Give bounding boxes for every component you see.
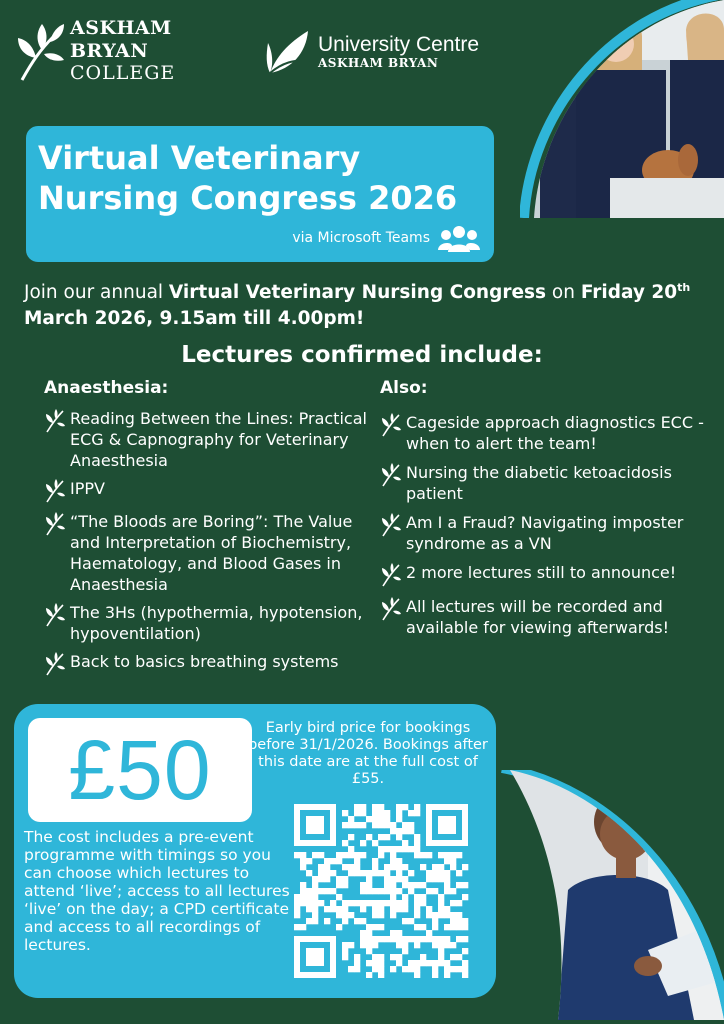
price-amount: £50 bbox=[68, 723, 212, 817]
list-item bbox=[380, 596, 716, 638]
anaesthesia-heading: Anaesthesia: bbox=[44, 378, 169, 398]
plant-bullet-icon bbox=[44, 408, 66, 434]
top-photo-students bbox=[520, 0, 724, 218]
list-item-text: Back to basics breathing systems bbox=[70, 652, 339, 671]
lectures-heading: Lectures confirmed include: bbox=[181, 342, 543, 368]
intro-date-rest: March 2026, 9.15am till 4.00pm! bbox=[24, 308, 365, 329]
plant-bullet-icon bbox=[44, 478, 66, 504]
price-panel bbox=[14, 704, 496, 998]
title-line2: Nursing Congress 2026 bbox=[38, 179, 458, 217]
intro-date-day: Friday 20 bbox=[580, 282, 678, 303]
intro-text-2: on bbox=[546, 282, 581, 303]
intro-paragraph bbox=[24, 280, 714, 332]
list-item bbox=[44, 408, 374, 471]
list-item-text: The 3Hs (hypothermia, hypotension, hypoventilation) bbox=[70, 603, 363, 643]
list-item-text: Nursing the diabetic ketoacidosis patient bbox=[406, 463, 672, 503]
intro-event-name: Virtual Veterinary Nursing Congress bbox=[168, 282, 547, 303]
people-group-icon bbox=[438, 224, 480, 252]
plant-bullet-icon bbox=[380, 462, 402, 488]
early-bird-note: Early bird price for bookings before 31/1/2026. Bookings after this date are at the full cost of £55. bbox=[248, 720, 488, 787]
anaesthesia-list bbox=[44, 408, 374, 677]
list-item bbox=[44, 478, 374, 504]
also-column bbox=[380, 378, 716, 646]
list-item bbox=[380, 562, 716, 588]
college-name-line2: COLLEGE bbox=[70, 62, 176, 85]
anaesthesia-column bbox=[44, 378, 374, 684]
also-heading: Also: bbox=[380, 378, 428, 398]
list-item-text: Am I a Fraud? Navigating imposter syndrome as a VN bbox=[406, 513, 684, 553]
plant-bullet-icon bbox=[44, 602, 66, 628]
list-item bbox=[380, 412, 716, 454]
university-centre-line2: ASKHAM BRYAN bbox=[318, 56, 439, 71]
teams-note bbox=[292, 224, 480, 252]
university-centre-logo bbox=[266, 26, 536, 78]
plant-bullet-icon bbox=[44, 651, 66, 677]
plant-bullet-icon bbox=[44, 511, 66, 537]
list-item bbox=[44, 651, 374, 677]
title-line1: Virtual Veterinary bbox=[38, 139, 361, 177]
page-title bbox=[38, 138, 480, 218]
also-list bbox=[380, 412, 716, 638]
plant-bullet-icon bbox=[380, 412, 402, 438]
list-item-text: “The Bloods are Boring”: The Value and Interpretation of Biochemistry, Haematology, and Blood Gases in Anaesthesia bbox=[70, 512, 353, 594]
list-item-text: Cageside approach diagnostics ECC - when to alert the team! bbox=[406, 413, 704, 453]
intro-text-1: Join our annual bbox=[24, 282, 169, 303]
list-item bbox=[44, 602, 374, 644]
title-box bbox=[26, 126, 494, 262]
college-plant-icon bbox=[14, 18, 66, 84]
college-logo bbox=[14, 16, 254, 86]
plant-bullet-icon bbox=[380, 512, 402, 538]
list-item bbox=[380, 462, 716, 504]
price-badge bbox=[28, 718, 252, 822]
list-item-text: Reading Between the Lines: Practical ECG & Capnography for Veterinary Anaesthesia bbox=[70, 409, 367, 470]
leaf-logo-icon bbox=[266, 27, 312, 77]
bottom-photo-student bbox=[498, 770, 724, 1020]
list-item-text: IPPV bbox=[70, 479, 105, 498]
university-centre-line1: University Centre bbox=[318, 33, 480, 57]
booking-qr-code[interactable] bbox=[286, 804, 476, 978]
plant-bullet-icon bbox=[380, 562, 402, 588]
list-item bbox=[380, 512, 716, 554]
via-teams-text: via Microsoft Teams bbox=[292, 230, 430, 246]
list-item bbox=[44, 511, 374, 595]
list-item-text: 2 more lectures still to announce! bbox=[406, 563, 677, 582]
college-name-line1: ASKHAM BRYAN bbox=[70, 16, 172, 62]
list-item-text: All lectures will be recorded and available for viewing afterwards! bbox=[406, 597, 670, 637]
cost-includes-text: The cost includes a pre-event programme with timings so you can choose which lectures to attend ‘live’; access to all lectures ‘live’ on the day; a CPD certificate and access to all recordings of lectures. bbox=[24, 828, 290, 954]
intro-date-suffix: th bbox=[677, 280, 691, 294]
plant-bullet-icon bbox=[380, 596, 402, 622]
